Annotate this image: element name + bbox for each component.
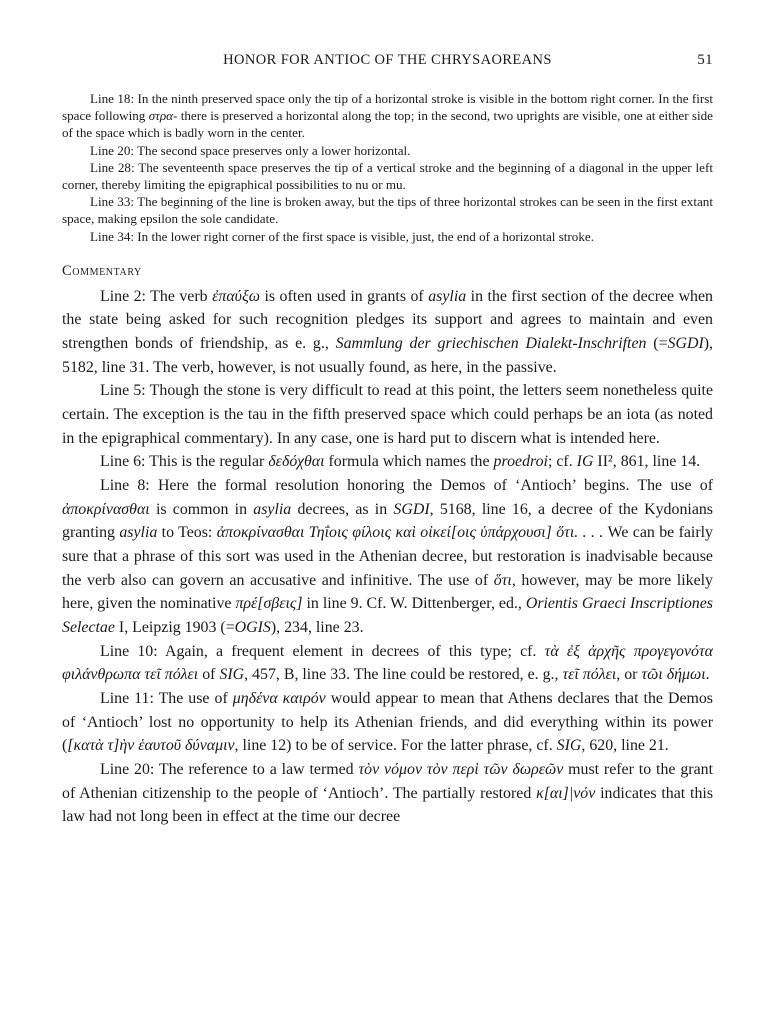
text-run: , line 12) to be of service. For the latter phrase, cf. [234,737,557,755]
text-run: in line 9. Cf. W. Dittenberger, ed., [302,595,526,613]
text-run: I, Leipzig 1903 (= [114,619,235,637]
text-run: Line 2: The verb [100,287,213,305]
text-run: , however, may be more likely here, given the nominative [62,571,714,613]
text-run: . [705,666,710,684]
italic-run: proedroi [493,453,548,471]
text-run: Line 18: In the ninth preserved space only the tip of a horizontal stroke is visible in the bottom right corner. In the first space following [62,91,713,124]
text-run: Line 20: The second space preserves only a lower horizontal. [90,142,411,158]
italic-run: asylia [119,524,158,542]
italic-run: στρα- [148,108,178,124]
commentary-paragraph [62,758,713,829]
text-run: Line 8: Here the formal resolution honoring the Demos of ‘Antioch’ begins. The use of [100,477,713,495]
text-run: is often used in grants of [259,287,429,305]
note-paragraph [62,90,713,142]
italic-run: ὅτι [493,571,512,589]
text-run: , 5168, line 16, a decree of the Kydonians granting [62,500,713,542]
italic-run: μηδένα καιρόν [232,689,326,707]
italic-run: OGIS [234,619,271,637]
italic-run: SIG [556,737,582,755]
text-run: Line 28: The seventeenth space preserves the tip of a vertical stroke and the beginning of a diagonal in the upper left corner, thereby limiting the epigraphical possibilities to nu or mu. [62,159,713,193]
text-run: Line 33: The beginning of the line is broken away, but the tips of three horizontal strokes can be seen in the first extant space, making epsilon the sole candidate. [62,194,713,227]
commentary-paragraph [62,450,713,474]
italic-run: SGDI [667,335,704,353]
note-paragraph [62,159,713,193]
text-run: in the first section of the decree when the state being asked for such recognition pledges its support and agrees to maintain and even strengthen bonds of friendship, as e. g., [62,287,713,353]
text-run: Line 6: This is the regular [100,453,269,471]
italic-run: ἐπαύξω [212,287,260,305]
note-paragraph [62,142,713,159]
italic-run: κ[αι]|νόν [536,784,596,802]
text-run: Line 34: In the lower right corner of the first space is visible, just, the end of a horizontal stroke. [90,228,594,244]
text-run: is common in [149,500,254,518]
text-run: formula which names the [324,453,494,471]
italic-run: Sammlung der griechischen Dialekt-Inschriften [335,335,647,353]
section-heading: Commentary [62,262,142,279]
text-run: must refer to the grant of Athenian citizenship to the people of ‘Antioch’. The partially restored [62,760,713,802]
page-number: 51 [697,52,713,68]
running-head [62,52,713,74]
commentary-paragraph [62,285,713,380]
text-run: , 620, line 21. [581,737,669,755]
text-run: , or [616,666,642,684]
note-paragraph [62,228,713,245]
italic-run: asylia [428,287,467,305]
italic-run: τὸν νόμον τὸν περὶ τῶν δωρεῶν [358,760,564,778]
text-run: Line 11: The use of [100,689,233,707]
text-run: (= [646,335,668,353]
italic-run: πρέ[σβεις] [235,595,303,613]
page [62,52,713,829]
italic-run: [κατὰ τ]ὴν ἑαυτοῦ δύναμιν [67,737,235,755]
text-run: II², 861, line 14. [593,453,701,471]
text-run: would appear to mean that Athens declares that the Demos of ‘Antioch’ lost no opportunity to help its Athenian friends, and did everything within its power ( [62,689,713,755]
commentary-paragraph [62,474,713,640]
italic-run: SGDI [393,500,430,518]
commentary-paragraph [62,379,713,450]
text-run: ), 5182, line 31. The verb, however, is not usually found, as here, in the passive. [62,335,714,376]
italic-run: ἀποκρίνασθαι [62,500,150,518]
italic-run: δεδόχθαι [268,453,325,471]
italic-run: ἀποκρίνασθαι Τηΐοις φίλοις καὶ οἰκεί[οις ὑπάρχουσι] ὅτι. . . . [216,524,604,542]
italic-run: IG [576,453,594,471]
commentary [62,285,713,829]
text-run: there is preserved a horizontal along the top; in the second, two uprights are visible, one at either side of the space which is badly worn in the center. [62,108,713,141]
italic-run: τῶι δήμωι [641,666,706,684]
text-run: Line 20: The reference to a law termed [100,760,359,778]
text-run: to Teos: [157,524,217,542]
text-run: decrees, as in [291,500,394,518]
text-run: We can be fairly sure that a phrase of this sort was used in the Athenian decree, but restoration is inadvisable because the verb also can govern an accusative and infinitive. The use of [62,524,713,589]
italic-run: SIG [219,666,245,684]
text-run: , 457, B, line 33. The line could be restored, e. g., [244,666,563,684]
commentary-paragraph [62,687,713,758]
text-run: Line 10: Again, a frequent element in decrees of this type; cf. [100,642,545,660]
italic-run: Orientis Graeci Inscriptiones Selectae [62,595,713,637]
running-head-title: HONOR FOR ANTIOC OF THE CHRYSAOREANS [223,52,552,68]
text-run: of [198,666,220,684]
commentary-paragraph [62,640,713,687]
italic-run: τεῖ πόλει [562,666,617,684]
text-run: ; cf. [547,453,577,471]
text-run: ), 234, line 23. [270,619,364,637]
note-paragraph [62,193,713,227]
italic-run: τὰ ἐξ ἀρχῆς προγεγονότα φιλάνθρωπα τεῖ πόλει [62,642,713,684]
text-run: Line 5: Though the stone is very difficult to read at this point, the letters seem nonetheless quite certain. The exception is the tau in the fifth preserved space which could perhaps be an iota (as noted in the epigraphical commentary). In any case, one is hard put to discern what is intended here. [62,382,713,447]
text-run: indicates that this law had not long been in effect at the time our decree [62,784,713,826]
italic-run: asylia [253,500,292,518]
epigraphical-notes [62,90,713,245]
